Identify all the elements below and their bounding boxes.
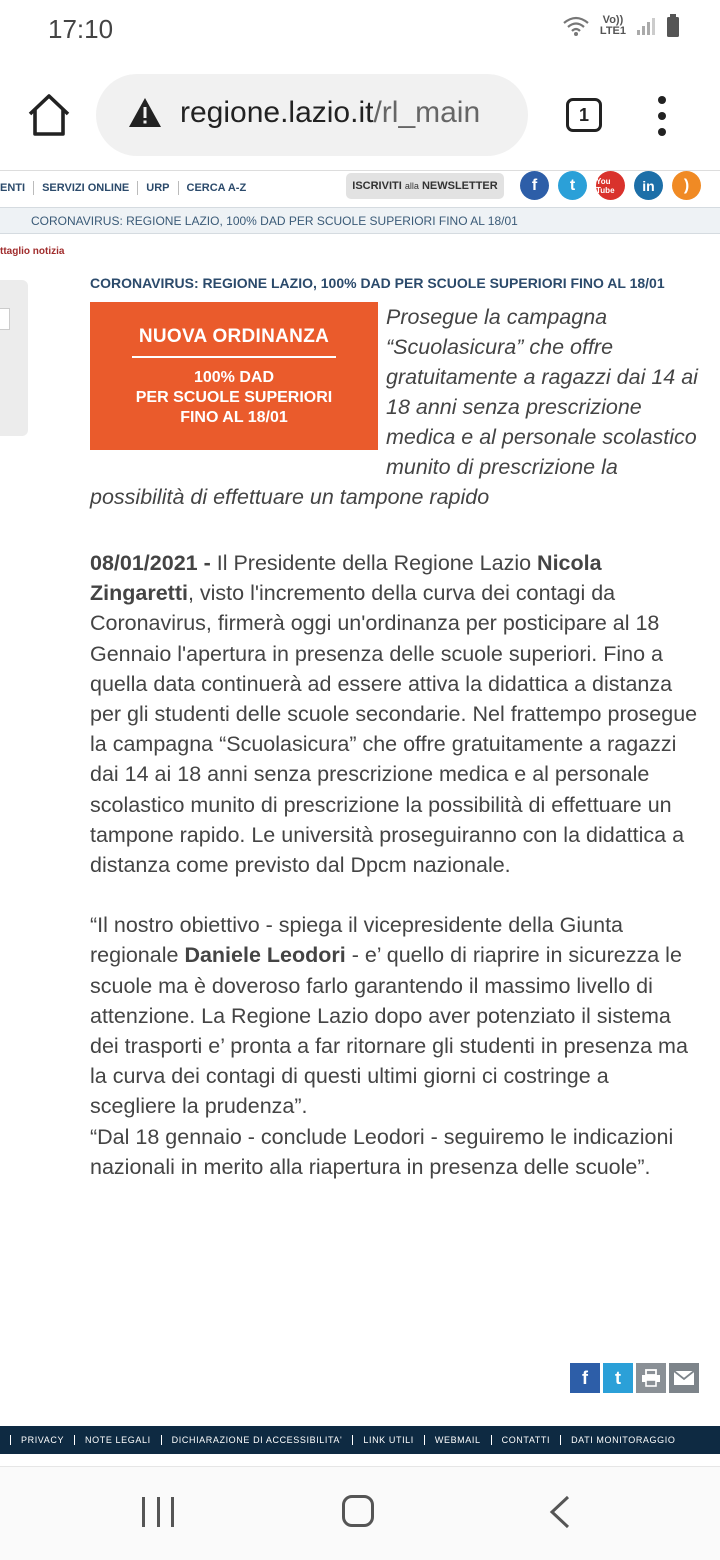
nav-links	[0, 171, 254, 205]
back-icon[interactable]	[548, 1495, 572, 1529]
wifi-icon	[562, 15, 590, 37]
footer-link-webmail[interactable]: WEBMAIL	[425, 1435, 492, 1445]
twitter-icon[interactable]: t	[558, 171, 587, 200]
banner-heading: NUOVA ORDINANZA	[138, 326, 330, 347]
site-footer	[0, 1426, 720, 1454]
email-icon[interactable]	[669, 1363, 699, 1393]
article-paragraph-2: “Il nostro obiettivo - spiega il vicepresidente della Giunta regionale Daniele Leodori - e’ quello di riaprire in sicurezza le scuole ma è doveroso farlo garantendo il massimo livello di attenzione. La Regione Lazio dopo aver potenziato il sistema dei trasporti e’ pronta a far ritornare gli studenti in presenza ma la curva dei contagi di questi ultimi giorni ci costringe a scegliere la prudenza”.	[90, 913, 688, 1119]
recent-apps-icon[interactable]	[142, 1497, 174, 1527]
home-icon[interactable]	[26, 92, 72, 138]
url-text: regione.lazio.it/rl_main	[180, 96, 481, 129]
linkedin-icon[interactable]: in	[634, 171, 663, 200]
footer-link-contatti[interactable]: CONTATTI	[492, 1435, 561, 1445]
share-facebook-icon[interactable]: f	[570, 1363, 600, 1393]
facebook-icon[interactable]: f	[520, 171, 549, 200]
social-links	[520, 171, 701, 200]
nav-link-cerca[interactable]: CERCA A-Z	[186, 182, 247, 194]
ordinance-banner	[90, 302, 378, 450]
footer-link-privacy[interactable]: PRIVACY	[11, 1435, 75, 1445]
news-ticker[interactable]: CORONAVIRUS: REGIONE LAZIO, 100% DAD PER SCUOLE SUPERIORI FINO AL 18/01	[0, 207, 720, 234]
newsletter-button[interactable]: ISCRIVITI alla NEWSLETTER	[346, 173, 504, 199]
side-panel	[0, 280, 28, 436]
status-time: 17:10	[48, 14, 114, 44]
address-bar[interactable]	[96, 74, 528, 156]
nav-link-urp[interactable]: URP	[138, 181, 178, 195]
signal-icon	[636, 16, 656, 36]
share-buttons	[570, 1363, 699, 1393]
nav-link-servizi-online[interactable]: SERVIZI ONLINE	[34, 181, 138, 195]
article-title: CORONAVIRUS: REGIONE LAZIO, 100% DAD PER SCUOLE SUPERIORI FINO AL 18/01	[90, 275, 665, 291]
status-bar	[0, 0, 720, 62]
article	[90, 272, 698, 1182]
footer-link-link-utili[interactable]: LINK UTILI	[353, 1435, 425, 1445]
banner-divider	[132, 356, 336, 358]
footer-link-note-legali[interactable]: NOTE LEGALI	[75, 1435, 162, 1445]
tab-switcher-button[interactable]: 1	[566, 98, 602, 132]
article-lead: Prosegue la campagna “Scuolasicura” che offre gratuitamente a ragazzi dai 14 ai 18 anni senza prescrizione medica e al personale scolastico munito di prescrizione la possibilità di effettuare un tampone rapido	[90, 305, 698, 509]
share-twitter-icon[interactable]: t	[603, 1363, 633, 1393]
system-nav-bar	[0, 1466, 720, 1560]
status-icons	[562, 14, 680, 38]
side-input[interactable]	[0, 308, 10, 330]
nav-link-enti[interactable]: ENTI	[0, 181, 34, 195]
footer-link-dati-monitoraggio[interactable]: DATI MONITORAGGIO	[571, 1435, 676, 1445]
article-paragraph-1: 08/01/2021 - Il Presidente della Regione Lazio Nicola Zingaretti, visto l'incremento della curva dei contagi da Coronavirus, firmerà oggi un'ordinanza per posticipare al 18 Gennaio l'apertura in presenza delle scuole superiori. Fino a quella data continuerà ad essere attiva la didattica a distanza per gli studenti delle scuole secondarie. Nel frattempo prosegue la campagna “Scuolasicura” che offre gratuitamente a ragazzi dai 14 ai 18 anni senza prescrizione medica e al personale scolastico munito di prescrizione la possibilità di effettuare un tampone rapido. Le università proseguiranno con la didattica a distanza come previsto dal Dpcm nazionale.	[90, 551, 698, 878]
browser-toolbar	[0, 62, 720, 170]
youtube-icon[interactable]: You Tube	[596, 171, 625, 200]
print-icon[interactable]	[636, 1363, 666, 1393]
system-home-icon[interactable]	[342, 1495, 374, 1527]
battery-icon	[666, 14, 680, 38]
rss-icon[interactable]: )	[672, 171, 701, 200]
article-paragraph-3: “Dal 18 gennaio - conclude Leodori - seguiremo le indicazioni nazionali in merito alla riapertura in presenza delle scuole”.	[90, 1124, 674, 1179]
network-indicator: Vo)) LTE1	[599, 14, 626, 37]
footer-link-accessibilita[interactable]: DICHIARAZIONE DI ACCESSIBILITA'	[162, 1435, 354, 1445]
more-menu-icon[interactable]	[652, 96, 672, 136]
warning-icon[interactable]	[128, 96, 162, 130]
banner-text: 100% DAD PER SCUOLE SUPERIORI FINO AL 18/01	[135, 369, 333, 426]
site-top-nav	[0, 170, 720, 206]
breadcrumb: ttaglio notizia	[0, 246, 65, 257]
